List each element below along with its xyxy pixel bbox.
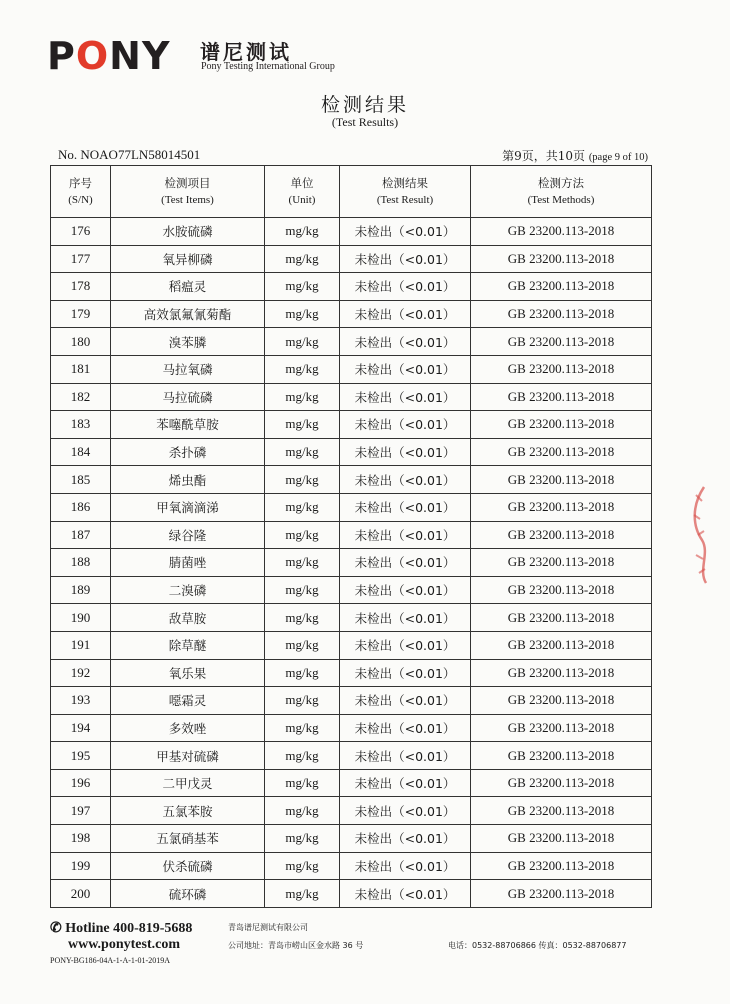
cell-unit: mg/kg <box>265 245 340 273</box>
cell-unit: mg/kg <box>265 880 340 908</box>
table-row <box>51 273 652 301</box>
cell-sn: 190 <box>51 604 111 632</box>
cell-method: GB 23200.113-2018 <box>471 438 652 466</box>
cell-unit: mg/kg <box>265 825 340 853</box>
cell-unit: mg/kg <box>265 355 340 383</box>
page-indicator-en: (page 9 of 10) <box>588 152 648 163</box>
cell-item: 氧异柳磷 <box>111 245 265 273</box>
cell-method: GB 23200.113-2018 <box>471 549 652 577</box>
cell-sn: 176 <box>51 218 111 246</box>
col-header-method: 检测方法 (Test Methods) <box>471 166 652 218</box>
cell-item: 杀扑磷 <box>111 438 265 466</box>
cell-unit: mg/kg <box>265 714 340 742</box>
cell-method: GB 23200.113-2018 <box>471 383 652 411</box>
cell-item: 五氯苯胺 <box>111 797 265 825</box>
table-row <box>51 493 652 521</box>
cell-sn: 197 <box>51 797 111 825</box>
cell-method: GB 23200.113-2018 <box>471 521 652 549</box>
cell-method: GB 23200.113-2018 <box>471 825 652 853</box>
cell-unit: mg/kg <box>265 576 340 604</box>
cell-result: 未检出（<0.01） <box>340 797 471 825</box>
cell-sn: 178 <box>51 273 111 301</box>
col-header-item: 检测项目 (Test Items) <box>111 166 265 218</box>
cell-item: 多效唑 <box>111 714 265 742</box>
col-header-result: 检测结果 (Test Result) <box>340 166 471 218</box>
cell-result: 未检出（<0.01） <box>340 714 471 742</box>
table-header-row <box>51 166 652 218</box>
cell-method: GB 23200.113-2018 <box>471 659 652 687</box>
cell-result: 未检出（<0.01） <box>340 687 471 715</box>
results-table <box>50 165 652 908</box>
col-header-unit: 单位 (Unit) <box>265 166 340 218</box>
cell-unit: mg/kg <box>265 631 340 659</box>
cell-result: 未检出（<0.01） <box>340 438 471 466</box>
cell-item: 敌草胺 <box>111 604 265 632</box>
cell-item: 五氯硝基苯 <box>111 825 265 853</box>
cell-sn: 195 <box>51 742 111 770</box>
cell-result: 未检出（<0.01） <box>340 466 471 494</box>
phone-icon: ✆ <box>50 921 62 936</box>
cell-sn: 192 <box>51 659 111 687</box>
company-address: 公司地址：青岛市崂山区金水路 36 号 <box>228 941 364 950</box>
cell-method: GB 23200.113-2018 <box>471 714 652 742</box>
table-row <box>51 521 652 549</box>
cell-unit: mg/kg <box>265 742 340 770</box>
cell-unit: mg/kg <box>265 493 340 521</box>
seal-stamp-edge <box>684 485 712 585</box>
cell-item: 除草醚 <box>111 631 265 659</box>
cell-unit: mg/kg <box>265 659 340 687</box>
table-row <box>51 355 652 383</box>
table-row <box>51 245 652 273</box>
cell-result: 未检出（<0.01） <box>340 769 471 797</box>
table-row <box>51 852 652 880</box>
cell-item: 稻瘟灵 <box>111 273 265 301</box>
cell-item: 二甲戊灵 <box>111 769 265 797</box>
cell-result: 未检出（<0.01） <box>340 245 471 273</box>
cell-item: 噁霜灵 <box>111 687 265 715</box>
table-row <box>51 880 652 908</box>
cell-method: GB 23200.113-2018 <box>471 300 652 328</box>
cell-item: 水胺硫磷 <box>111 218 265 246</box>
cell-unit: mg/kg <box>265 383 340 411</box>
cell-unit: mg/kg <box>265 273 340 301</box>
cell-result: 未检出（<0.01） <box>340 852 471 880</box>
col-header-sn: 序号 (S/N) <box>51 166 111 218</box>
cell-result: 未检出（<0.01） <box>340 383 471 411</box>
cell-item: 马拉硫磷 <box>111 383 265 411</box>
table-row <box>51 300 652 328</box>
cell-method: GB 23200.113-2018 <box>471 218 652 246</box>
cell-sn: 182 <box>51 383 111 411</box>
cell-unit: mg/kg <box>265 466 340 494</box>
logo-chinese-name: 谱尼测试 <box>200 40 292 64</box>
cell-sn: 187 <box>51 521 111 549</box>
table-row <box>51 383 652 411</box>
website: www.ponytest.com <box>68 937 180 952</box>
cell-result: 未检出（<0.01） <box>340 493 471 521</box>
cell-item: 腈菌唑 <box>111 549 265 577</box>
cell-item: 二溴磷 <box>111 576 265 604</box>
table-row <box>51 687 652 715</box>
table-row <box>51 714 652 742</box>
report-number: No. NOAO77LN58014501 <box>58 147 201 162</box>
cell-result: 未检出（<0.01） <box>340 549 471 577</box>
cell-sn: 185 <box>51 466 111 494</box>
hotline: ✆ Hotline 400-819-5688 <box>50 921 193 936</box>
cell-sn: 183 <box>51 411 111 439</box>
table-row <box>51 218 652 246</box>
cell-sn: 196 <box>51 769 111 797</box>
cell-method: GB 23200.113-2018 <box>471 493 652 521</box>
cell-sn: 200 <box>51 880 111 908</box>
cell-unit: mg/kg <box>265 328 340 356</box>
cell-unit: mg/kg <box>265 549 340 577</box>
table-row <box>51 825 652 853</box>
cell-method: GB 23200.113-2018 <box>471 631 652 659</box>
cell-unit: mg/kg <box>265 687 340 715</box>
cell-method: GB 23200.113-2018 <box>471 273 652 301</box>
table-row <box>51 742 652 770</box>
cell-item: 硫环磷 <box>111 880 265 908</box>
cell-method: GB 23200.113-2018 <box>471 852 652 880</box>
cell-sn: 189 <box>51 576 111 604</box>
logo-english-name: Pony Testing International Group <box>201 61 335 72</box>
cell-item: 烯虫酯 <box>111 466 265 494</box>
cell-sn: 186 <box>51 493 111 521</box>
document-code: PONY-BG186-04A-1-A-1-01-2019A <box>50 956 170 965</box>
cell-unit: mg/kg <box>265 797 340 825</box>
cell-item: 甲氧滴滴涕 <box>111 493 265 521</box>
cell-result: 未检出（<0.01） <box>340 328 471 356</box>
cell-result: 未检出（<0.01） <box>340 218 471 246</box>
cell-sn: 188 <box>51 549 111 577</box>
table-row <box>51 438 652 466</box>
cell-item: 苯噻酰草胺 <box>111 411 265 439</box>
page-indicator <box>502 147 648 164</box>
cell-unit: mg/kg <box>265 411 340 439</box>
cell-result: 未检出（<0.01） <box>340 576 471 604</box>
cell-sn: 194 <box>51 714 111 742</box>
cell-sn: 179 <box>51 300 111 328</box>
cell-method: GB 23200.113-2018 <box>471 797 652 825</box>
cell-unit: mg/kg <box>265 852 340 880</box>
contact-phone: 电话：0532-88706866 传真：0532-88706877 <box>448 941 627 950</box>
cell-method: GB 23200.113-2018 <box>471 576 652 604</box>
page-subtitle: (Test Results) <box>331 115 399 129</box>
cell-method: GB 23200.113-2018 <box>471 687 652 715</box>
company-name: 青岛谱尼测试有限公司 <box>228 923 308 932</box>
cell-method: GB 23200.113-2018 <box>471 411 652 439</box>
cell-result: 未检出（<0.01） <box>340 631 471 659</box>
table-row <box>51 466 652 494</box>
cell-unit: mg/kg <box>265 218 340 246</box>
table-row <box>51 604 652 632</box>
cell-unit: mg/kg <box>265 300 340 328</box>
cell-result: 未检出（<0.01） <box>340 659 471 687</box>
page-indicator-cn: 第9页，共10页 <box>502 149 585 163</box>
table-row <box>51 631 652 659</box>
table-row <box>51 328 652 356</box>
cell-sn: 177 <box>51 245 111 273</box>
cell-item: 甲基对硫磷 <box>111 742 265 770</box>
cell-result: 未检出（<0.01） <box>340 742 471 770</box>
table-row <box>51 659 652 687</box>
cell-method: GB 23200.113-2018 <box>471 604 652 632</box>
cell-unit: mg/kg <box>265 769 340 797</box>
cell-result: 未检出（<0.01） <box>340 300 471 328</box>
cell-unit: mg/kg <box>265 521 340 549</box>
cell-result: 未检出（<0.01） <box>340 273 471 301</box>
cell-method: GB 23200.113-2018 <box>471 355 652 383</box>
cell-method: GB 23200.113-2018 <box>471 742 652 770</box>
table-row <box>51 549 652 577</box>
cell-method: GB 23200.113-2018 <box>471 328 652 356</box>
cell-item: 氧乐果 <box>111 659 265 687</box>
logo-wordmark: PONY <box>47 34 171 78</box>
cell-item: 马拉氧磷 <box>111 355 265 383</box>
cell-result: 未检出（<0.01） <box>340 825 471 853</box>
cell-sn: 198 <box>51 825 111 853</box>
cell-result: 未检出（<0.01） <box>340 355 471 383</box>
cell-sn: 184 <box>51 438 111 466</box>
cell-item: 伏杀硫磷 <box>111 852 265 880</box>
cell-sn: 181 <box>51 355 111 383</box>
cell-method: GB 23200.113-2018 <box>471 466 652 494</box>
cell-item: 高效氯氟氰菊酯 <box>111 300 265 328</box>
cell-sn: 199 <box>51 852 111 880</box>
cell-sn: 180 <box>51 328 111 356</box>
cell-method: GB 23200.113-2018 <box>471 245 652 273</box>
cell-item: 绿谷隆 <box>111 521 265 549</box>
cell-method: GB 23200.113-2018 <box>471 769 652 797</box>
cell-result: 未检出（<0.01） <box>340 880 471 908</box>
table-row <box>51 576 652 604</box>
table-row <box>51 797 652 825</box>
cell-sn: 191 <box>51 631 111 659</box>
cell-item: 溴苯膦 <box>111 328 265 356</box>
cell-unit: mg/kg <box>265 604 340 632</box>
cell-result: 未检出（<0.01） <box>340 604 471 632</box>
cell-result: 未检出（<0.01） <box>340 521 471 549</box>
table-row <box>51 769 652 797</box>
page-title: 检测结果 <box>320 94 409 116</box>
cell-sn: 193 <box>51 687 111 715</box>
cell-method: GB 23200.113-2018 <box>471 880 652 908</box>
table-row <box>51 411 652 439</box>
cell-unit: mg/kg <box>265 438 340 466</box>
cell-result: 未检出（<0.01） <box>340 411 471 439</box>
